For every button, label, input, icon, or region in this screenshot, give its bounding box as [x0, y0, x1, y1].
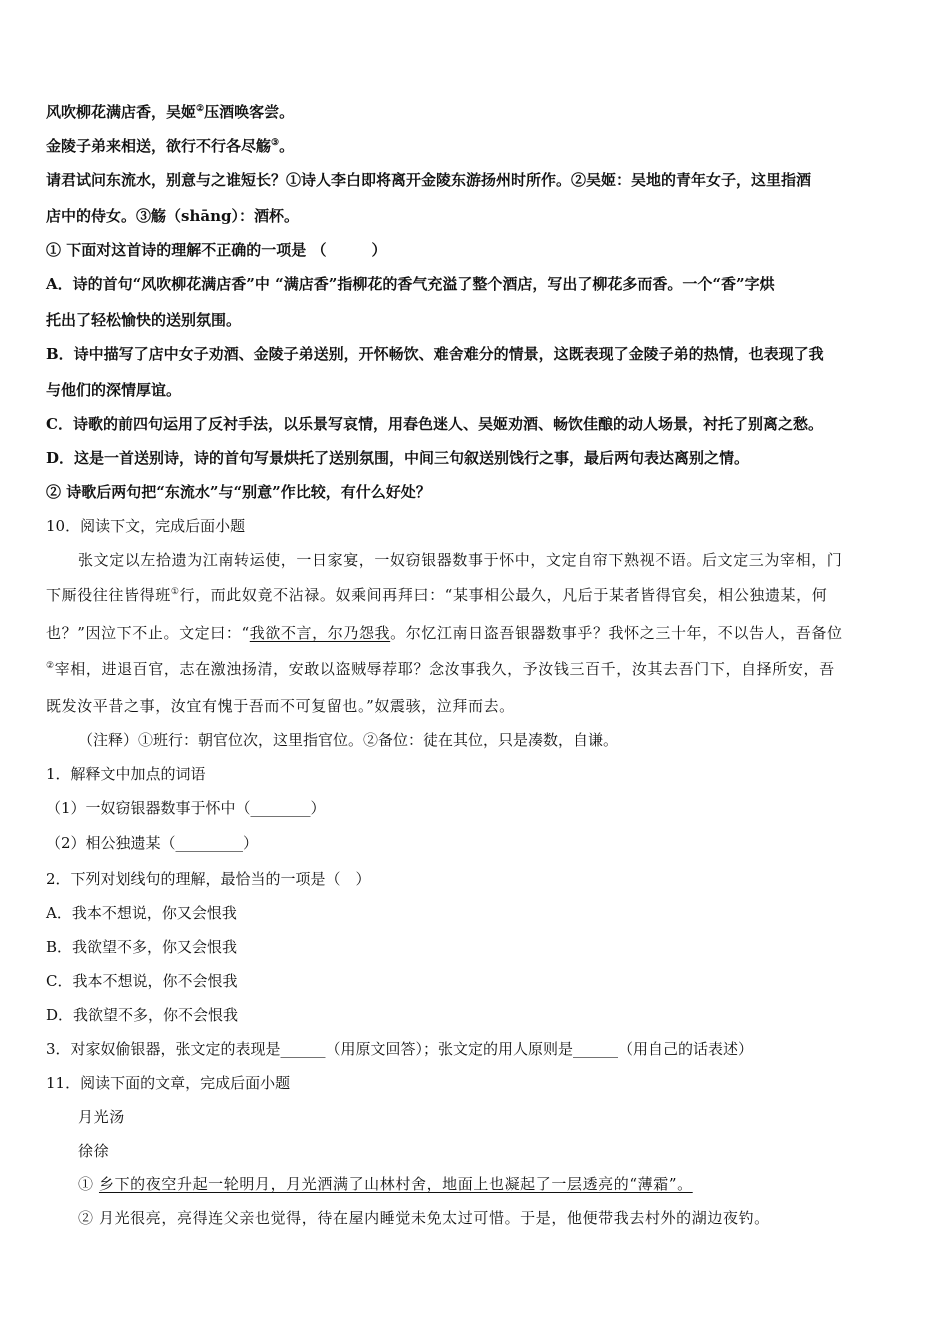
q10-heading: 10．阅读下文，完成后面小题	[46, 517, 246, 535]
footnote-mark: ①	[170, 587, 180, 597]
article-paragraph-2: ② 月光很亮，亮得连父亲也觉得，待在屋内睡觉未免太过可惜。于是，他便带我去村外的湖边夜钓。	[78, 1209, 770, 1227]
q10-passage-line-1: 张文定以左拾遗为江南转运使，一日家宴，一奴窃银器数事于怀中，文定自帘下熟视不语。后文定三为宰相，门	[78, 551, 843, 569]
q11-heading: 11．阅读下面的文章，完成后面小题	[46, 1074, 291, 1092]
poem-line-1-text: 风吹柳花满店香，吴姬	[46, 103, 197, 121]
q9-option-b-line-1: B．诗中描写了店中女子劝酒、金陵子弟送别，开怀畅饮、难舍难分的情景，这既表现了金陵子弟的热情，也表现了我	[46, 345, 824, 363]
q10-passage-line-3b: 。尔忆江南日盗吾银器数事乎？我怀之三十年，不以告人，吾备位	[390, 624, 843, 642]
poem-line-4: 店中的侍女。③觞（shāng）：酒杯。	[46, 207, 299, 225]
q9-option-b-line-2: 与他们的深情厚谊。	[46, 381, 182, 399]
footnote-mark: ②	[46, 661, 55, 671]
poem-line-2-text: 金陵子弟来相送，欲行不行各尽觞	[46, 137, 272, 155]
q10-passage-line-5: 既发汝平昔之事，汝宜有愧于吾而不可复留也。”奴震骇，泣拜而去。	[46, 697, 515, 715]
q10-passage-line-4	[46, 659, 906, 679]
footnote-mark: ③	[271, 138, 280, 148]
q10-passage-line-3a: 也？”因泣下不止。文定曰：“	[46, 624, 250, 642]
q9-option-d: D．这是一首送别诗，诗的首句写景烘托了送别氛围，中间三句叙送别饯行之事，最后两句表达离别之情。	[46, 449, 750, 467]
q10-sub-question-2-option-b: B．我欲望不多，你又会恨我	[46, 938, 238, 956]
poem-line-2-end: 。	[279, 137, 295, 155]
poem-line-2	[46, 136, 906, 156]
article-paragraph-1	[78, 1174, 938, 1194]
q10-annotation: （注释）①班行：朝官位次，这里指官位。②备位：徒在其位，只是凑数，自谦。	[78, 731, 619, 749]
q9-option-a-line-1: A．诗的首句“风吹柳花满店香”中 “满店香”指柳花的香气充溢了整个酒店，写出了柳花多而香。一个“香”字烘	[46, 275, 775, 293]
article-title: 月光汤	[78, 1108, 125, 1126]
underlined-sentence: 乡下的夜空升起一轮明月，月光洒满了山林村舍，地面上也凝起了一层透亮的“薄霜”。	[98, 1175, 693, 1193]
underlined-sentence: 我欲不言，尔乃怨我	[249, 624, 391, 642]
q9-option-c: C．诗歌的前四句运用了反衬手法，以乐景写哀情，用春色迷人、吴姬劝酒、畅饮佳酿的动人场景，衬托了别离之愁。	[46, 415, 823, 433]
q10-passage-line-4-text: 宰相，进退百官，志在激浊扬清，安敢以盗贼辱荐耶？念汝事我久，予汝钱三百千，汝其去吾门下，自择所安，吾	[54, 660, 835, 678]
q10-sub-question-2-option-a: A．我本不想说，你又会恨我	[46, 904, 237, 922]
q10-passage-line-3	[46, 623, 906, 643]
q10-sub-question-3: 3．对家奴偷银器，张文定的表现是______（用原文回答）；张文定的用人原则是______（用自己的话表述）	[46, 1040, 754, 1058]
q9-option-a-line-2: 托出了轻松愉快的送别氛围。	[46, 311, 242, 329]
q10-passage-line-2a: 下厮役往往皆得班	[46, 586, 171, 604]
q9-sub2: ② 诗歌后两句把“东流水”与“别意”作比较，有什么好处？	[46, 483, 431, 501]
q10-sub-question-1-item-1: （1）一奴窃银器数事于怀中（________）	[46, 799, 326, 817]
q10-sub-question-2: 2．下列对划线句的理解，最恰当的一项是（ ）	[46, 870, 371, 888]
q9-sub1: ① 下面对这首诗的理解不正确的一项是 （ ）	[46, 241, 387, 259]
q10-sub-question-1-item-2: （2）相公独遗某（_________）	[46, 834, 259, 852]
poem-line-1-end: 压酒唤客尝。	[204, 103, 295, 121]
q10-passage-line-2b: 行，而此奴竟不沾禄。奴乘间再拜曰：“某事相公最久，凡后于某者皆得官矣，相公独遗某，何	[179, 586, 828, 604]
article-author: 徐徐	[78, 1142, 110, 1160]
poem-line-1	[46, 102, 906, 122]
q10-passage-line-2	[46, 585, 906, 605]
poem-line-3: 请君试问东流水，别意与之谁短长？①诗人李白即将离开金陵东游扬州时所作。②吴姬：吴地的青年女子，这里指酒	[46, 171, 812, 189]
paragraph-number: ①	[78, 1175, 99, 1193]
footnote-mark: ②	[196, 104, 205, 114]
q10-sub-question-2-option-c: C．我本不想说，你不会恨我	[46, 972, 238, 990]
q10-sub-question-1: 1．解释文中加点的词语	[46, 765, 206, 783]
q10-sub-question-2-option-d: D．我欲望不多，你不会恨我	[46, 1006, 239, 1024]
